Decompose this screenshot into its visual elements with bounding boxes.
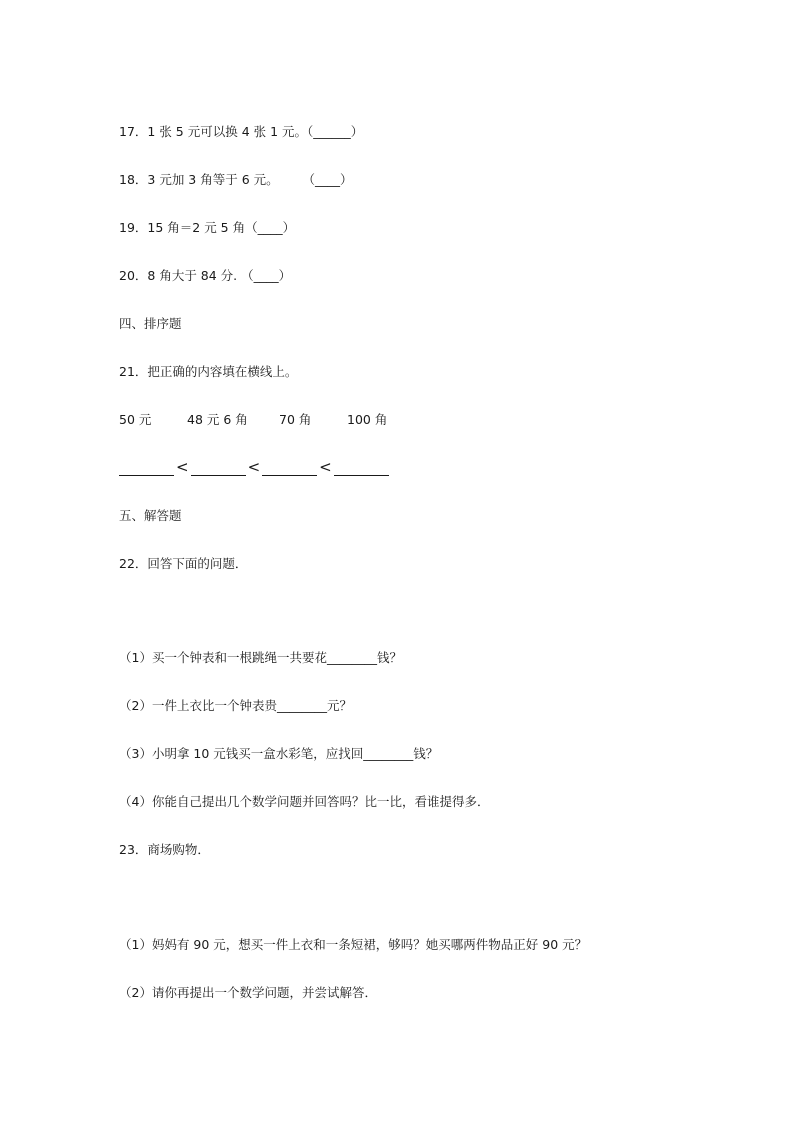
question-23-title: 23．商场购物． xyxy=(119,842,210,857)
answer-blank[interactable] xyxy=(334,461,389,476)
question-22-part-2: （2）一件上衣比一个钟表贵________元？ xyxy=(119,698,352,713)
question-23-part-2: （2）请你再提出一个数学问题，并尝试解答． xyxy=(119,985,377,1000)
sorting-items-row xyxy=(119,412,519,428)
answer-blank[interactable] xyxy=(119,461,174,476)
question-22-part-3: （3）小明拿 10 元钱买一盒水彩笔，应找回________钱？ xyxy=(119,746,439,761)
answer-blank[interactable] xyxy=(191,461,246,476)
question-18: 18．3 元加 3 角等于 6 元。 （____） xyxy=(119,172,353,187)
question-19: 19．15 角＝2 元 5 角（____） xyxy=(119,220,296,235)
question-22-part-4: （4）你能自己提出几个数学问题并回答吗？比一比，看谁提得多． xyxy=(119,794,490,809)
less-than-symbol: < xyxy=(247,458,261,476)
question-21: 21．把正确的内容填在横线上。 xyxy=(119,364,298,379)
answer-blank[interactable] xyxy=(262,461,317,476)
sorting-item: 48 元 6 角 xyxy=(187,412,248,427)
question-20: 20．8 角大于 84 分. （____） xyxy=(119,268,292,283)
sorting-item: 70 角 xyxy=(279,412,312,427)
question-22-part-1: （1）买一个钟表和一根跳绳一共要花________钱？ xyxy=(119,650,402,665)
sorting-answer-row xyxy=(119,458,389,476)
less-than-symbol: < xyxy=(319,458,332,476)
less-than-symbol: < xyxy=(176,458,189,476)
section-heading-answers: 五、解答题 xyxy=(119,508,182,523)
question-17: 17．1 张 5 元可以换 4 张 1 元。（______） xyxy=(119,124,364,139)
sorting-item: 50 元 xyxy=(119,412,152,427)
question-23-part-1: （1）妈妈有 90 元，想买一件上衣和一条短裙，够吗？她买哪两件物品正好 90 元？ xyxy=(119,937,588,952)
question-22-title: 22．回答下面的问题． xyxy=(119,556,248,571)
section-heading-sorting: 四、排序题 xyxy=(119,316,182,331)
sorting-item: 100 角 xyxy=(347,412,388,427)
